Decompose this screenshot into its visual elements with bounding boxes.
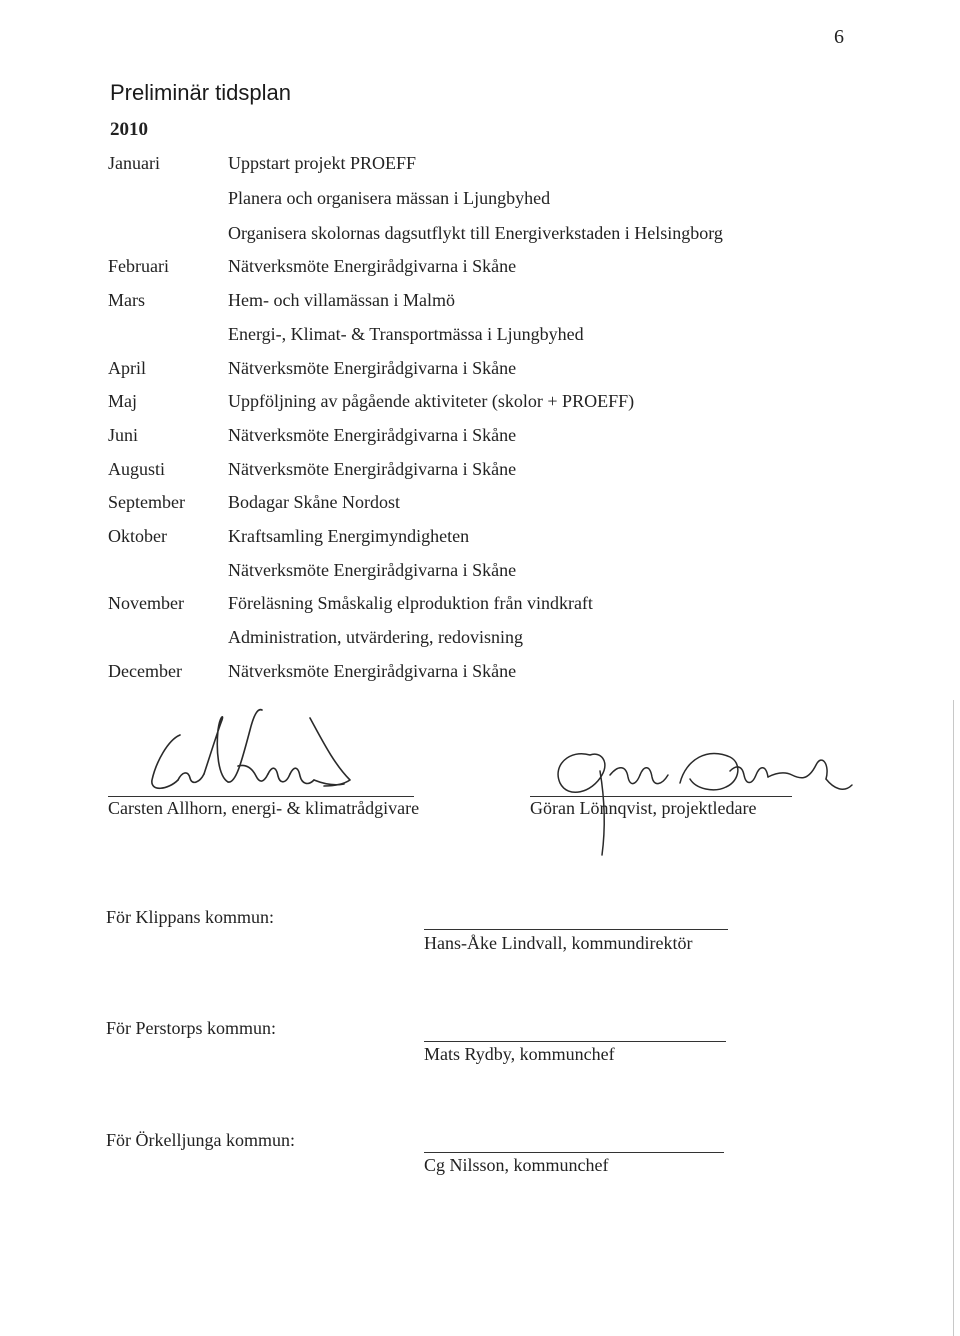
kommun-label-klippan: För Klippans kommun: — [106, 907, 275, 927]
schedule-activity: Uppstart projekt PROEFF — [228, 153, 417, 173]
schedule-activity: Administration, utvärdering, redovisning — [228, 627, 523, 647]
signature-line-right — [530, 796, 792, 797]
schedule-month: April — [108, 358, 146, 378]
scan-margin-line — [953, 700, 954, 1336]
kommun-label-perstorp: För Perstorps kommun: — [106, 1018, 277, 1038]
schedule-activity: Nätverksmöte Energirådgivarna i Skåne — [228, 256, 517, 276]
schedule-month: November — [108, 593, 184, 613]
schedule-activity: Energi-, Klimat- & Transportmässa i Ljungbyhed — [228, 324, 584, 344]
schedule-month: September — [108, 492, 185, 512]
schedule-activity: Föreläsning Småskalig elproduktion från vindkraft — [228, 593, 593, 613]
signature-line-left — [108, 796, 414, 797]
schedule-activity: Bodagar Skåne Nordost — [228, 492, 400, 512]
schedule-month: Maj — [108, 391, 137, 411]
signature-name-left: Carsten Allhorn, energi- & klimatrådgivare — [108, 798, 420, 818]
schedule-month: Mars — [108, 290, 145, 310]
schedule-month: Oktober — [108, 526, 167, 546]
schedule-activity: Nätverksmöte Energirådgivarna i Skåne — [228, 459, 517, 479]
kommun-signatory-perstorp: Mats Rydby, kommunchef — [424, 1044, 615, 1064]
page-number: 6 — [834, 26, 844, 48]
schedule-month: Juni — [108, 425, 139, 445]
kommun-signature-line — [424, 929, 728, 930]
schedule-activity: Nätverksmöte Energirådgivarna i Skåne — [228, 661, 517, 681]
kommun-signatory-orkelljunga: Cg Nilsson, kommunchef — [424, 1155, 609, 1175]
schedule-activity: Planera och organisera mässan i Ljungbyhed — [228, 188, 551, 208]
schedule-activity: Hem- och villamässan i Malmö — [228, 290, 455, 310]
schedule-activity: Nätverksmöte Energirådgivarna i Skåne — [228, 560, 517, 580]
schedule-activity: Nätverksmöte Energirådgivarna i Skåne — [228, 425, 517, 445]
schedule-month: December — [108, 661, 182, 681]
kommun-signatory-klippan: Hans-Åke Lindvall, kommundirektör — [424, 933, 693, 953]
signature-carsten-allhorn — [138, 700, 428, 800]
schedule-month: Augusti — [108, 459, 166, 479]
kommun-signature-line — [424, 1041, 726, 1042]
schedule-month: Februari — [108, 256, 169, 276]
schedule-activity: Nätverksmöte Energirådgivarna i Skåne — [228, 358, 517, 378]
page-title: Preliminär tidsplan — [110, 80, 291, 105]
schedule-activity: Kraftsamling Energimyndigheten — [228, 526, 470, 546]
signature-name-right: Göran Lönnqvist, projektledare — [530, 798, 757, 818]
kommun-label-orkelljunga: För Örkelljunga kommun: — [106, 1130, 295, 1150]
kommun-signature-line — [424, 1152, 724, 1153]
schedule-month: Januari — [108, 153, 160, 173]
schedule-activity: Organisera skolornas dagsutflykt till Energiverkstaden i Helsingborg — [228, 223, 723, 243]
year-heading: 2010 — [110, 119, 148, 140]
schedule-activity: Uppföljning av pågående aktiviteter (skolor + PROEFF) — [228, 391, 635, 411]
